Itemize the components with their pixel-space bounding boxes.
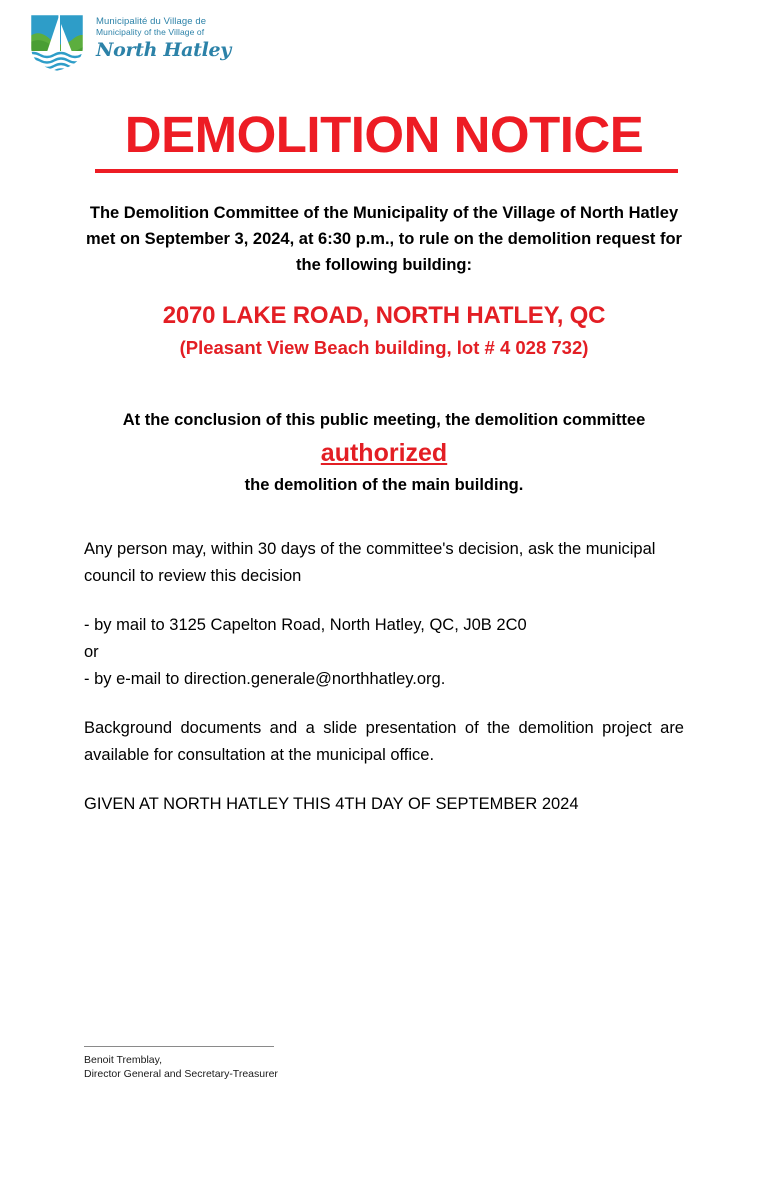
address-street: 2070 LAKE ROAD, NORTH HATLEY, QC	[162, 302, 606, 329]
given-at-line: GIVEN AT NORTH HATLEY THIS 4TH DAY OF SEPTEMBER 2024	[84, 795, 579, 813]
building-address	[0, 300, 768, 362]
contact-by-email: - by e-mail to direction.generale@northhatley.org.	[84, 670, 446, 688]
decision-tail-text: the demolition of the main building.	[244, 476, 524, 494]
contact-methods	[84, 612, 684, 693]
signatory-name: Benoit Tremblay,	[84, 1054, 163, 1066]
contact-conjunction: or	[84, 643, 99, 661]
intro-paragraph: The Demolition Committee of the Municipality of the Village of North Hatley met on September 3, 2024, at 6:30 p.m., to rule on the demolition request for the following building:	[86, 204, 682, 274]
signature-line	[84, 1046, 274, 1047]
municipality-name: North Hatley	[96, 39, 232, 61]
decision-verdict: authorized	[320, 439, 448, 467]
contact-by-mail: - by mail to 3125 Capelton Road, North Hatley, QC, J0B 2C0	[84, 616, 527, 634]
signatory-title: Director General and Secretary-Treasurer	[84, 1067, 278, 1080]
decision-lead-text: At the conclusion of this public meeting, the demolition committee	[122, 411, 646, 429]
letterhead-text	[96, 12, 231, 61]
municipality-line-english: Municipality of the Village of	[96, 27, 205, 37]
body-copy	[0, 536, 768, 818]
north-hatley-crest-icon	[28, 12, 86, 74]
municipality-line-french: Municipalité du Village de	[96, 16, 207, 27]
title-underline-rule	[95, 169, 678, 173]
page-title: DEMOLITION NOTICE	[124, 106, 644, 163]
review-paragraph: Any person may, within 30 days of the committee's decision, ask the municipal council to review this decision	[84, 540, 656, 585]
letterhead	[28, 12, 231, 74]
decision-section	[0, 408, 768, 498]
signature-block	[84, 1046, 384, 1081]
address-lot-detail: (Pleasant View Beach building, lot # 4 028 732)	[179, 337, 589, 358]
documents-paragraph: Background documents and a slide presentation of the demolition project are available for consultation at the municipal office.	[84, 719, 684, 764]
